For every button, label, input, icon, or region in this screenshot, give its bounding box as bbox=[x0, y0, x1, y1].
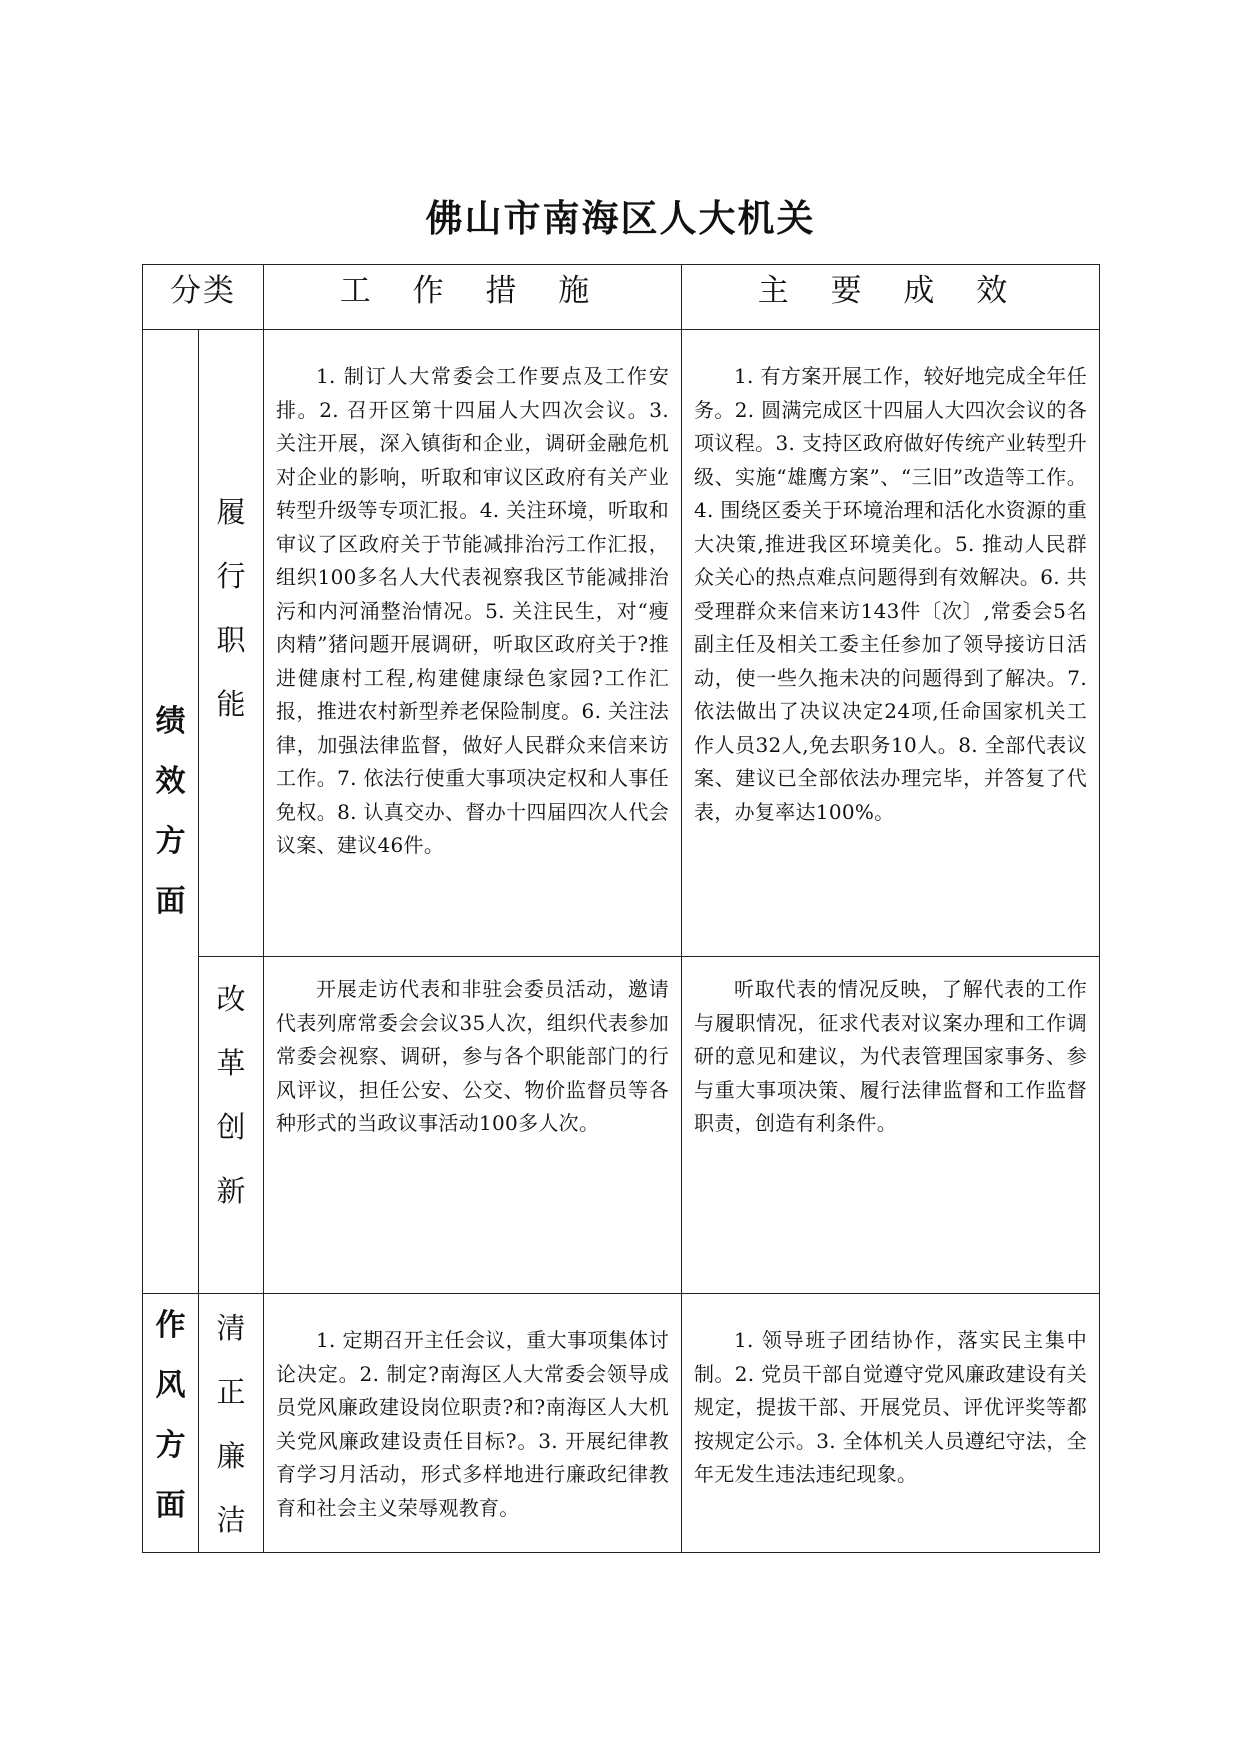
results-reform-cell bbox=[682, 957, 1100, 1294]
subcategory-integrity-char-2: 正 bbox=[216, 1375, 246, 1409]
header-category: 分类 bbox=[143, 265, 264, 330]
results-reform-text: 听取代表的情况反映，了解代表的工作与履职情况，征求代表对议案办理和工作调研的意见和建议，为代表管理国家事务、参与重大事项决策、履行法律监督和工作监督职责，创造有利条件。 bbox=[694, 977, 1087, 1135]
subcategory-duties-char-3: 职 bbox=[216, 623, 246, 657]
table-header-row bbox=[143, 265, 1100, 330]
measures-duties-cell bbox=[264, 330, 682, 957]
category-performance-char-4: 面 bbox=[155, 883, 186, 919]
subcategory-reform-char-1: 改 bbox=[216, 982, 246, 1016]
measures-integrity-cell bbox=[264, 1294, 682, 1553]
measures-reform-cell bbox=[264, 957, 682, 1294]
subcategory-duties bbox=[199, 330, 264, 957]
results-duties-text: 1. 有方案开展工作，较好地完成全年任务。2. 圆满完成区十四届人大四次会议的各项议程。3. 支持区政府做好传统产业转型升级、实施“雄鹰方案”、“三旧”改造等工作。4. 围绕区委关于环境治理和活化水资源的重大决策,推进我区环境美化。5. 推动人民群众关心的热点难点问题得到有效解决。6. 共受理群众来信来访143件〔次〕,常委会5名副主任及相关工委主任参加了领导接访日活动，使一些久拖未决的问题得到了解决。7. 依法做出了决议决定24项,任命国家机关工作人员32人,免去职务10人。8. 全部代表议案、建议已全部依法办理完毕，并答复了代表，办复率达100%。 bbox=[694, 364, 1087, 824]
category-performance-char-3: 方 bbox=[155, 823, 186, 859]
table-row-performance-reform bbox=[143, 957, 1100, 1294]
work-summary-table bbox=[142, 264, 1100, 1553]
header-results: 主 要 成 效 bbox=[682, 265, 1100, 330]
category-conduct-char-4: 面 bbox=[155, 1488, 186, 1523]
subcategory-duties-char-1: 履 bbox=[216, 495, 246, 529]
subcategory-integrity-char-4: 洁 bbox=[216, 1503, 246, 1537]
category-performance-char-2: 效 bbox=[155, 763, 186, 799]
measures-integrity-text: 1. 定期召开主任会议，重大事项集体讨论决定。2. 制定?南海区人大常委会领导成员党风廉政建设岗位职责?和?南海区人大机关党风廉政建设责任目标?。3. 开展纪律教育学习月活动，形式多样地进行廉政纪律教育和社会主义荣辱观教育。 bbox=[276, 1328, 669, 1520]
table-row-performance-duties bbox=[143, 330, 1100, 957]
subcategory-reform bbox=[199, 957, 264, 1294]
document-title: 佛山市南海区人大机关 bbox=[425, 197, 816, 240]
category-conduct bbox=[143, 1294, 199, 1553]
subcategory-duties-char-2: 行 bbox=[216, 559, 246, 593]
category-performance-char-1: 绩 bbox=[155, 703, 186, 739]
measures-duties-text: 1. 制订人大常委会工作要点及工作安排。2. 召开区第十四届人大四次会议。3. 关注开展，深入镇街和企业，调研金融危机对企业的影响，听取和审议区政府有关产业转型升级等专项汇报。4. 关注环境，听取和审议了区政府关于节能减排治污工作汇报，组织100多名人大代表视察我区节能减排治污和内河涌整治情况。5. 关注民生，对“瘦肉精”猪问题开展调研，听取区政府关于?推进健康村工程,构建健康绿色家园?工作汇报，推进农村新型养老保险制度。6. 关注法律，加强法律监督，做好人民群众来信来访工作。7. 依法行使重大事项决定权和人事任免权。8. 认真交办、督办十四届四次人代会议案、建议46件。 bbox=[276, 364, 669, 857]
subcategory-reform-char-2: 革 bbox=[216, 1046, 246, 1080]
subcategory-integrity bbox=[199, 1294, 264, 1553]
subcategory-reform-char-4: 新 bbox=[216, 1174, 246, 1208]
subcategory-duties-char-4: 能 bbox=[216, 687, 246, 721]
table-row-conduct-integrity bbox=[143, 1294, 1100, 1553]
category-conduct-char-1: 作 bbox=[155, 1308, 186, 1343]
results-duties-cell bbox=[682, 330, 1100, 957]
header-measures: 工 作 措 施 bbox=[264, 265, 682, 330]
results-integrity-cell bbox=[682, 1294, 1100, 1553]
category-conduct-char-2: 风 bbox=[155, 1368, 186, 1403]
measures-reform-text: 开展走访代表和非驻会委员活动，邀请代表列席常委会会议35人次，组织代表参加常委会视察、调研，参与各个职能部门的行风评议，担任公安、公交、物价监督员等各种形式的当政议事活动100多人次。 bbox=[276, 977, 669, 1135]
subcategory-integrity-char-1: 清 bbox=[216, 1311, 246, 1345]
category-performance bbox=[143, 330, 199, 1294]
subcategory-integrity-char-3: 廉 bbox=[216, 1439, 246, 1473]
category-conduct-char-3: 方 bbox=[155, 1428, 186, 1463]
results-integrity-text: 1. 领导班子团结协作，落实民主集中制。2. 党员干部自觉遵守党风廉政建设有关规定，提拔干部、开展党员、评优评奖等都按规定公示。3. 全体机关人员遵纪守法，全年无发生违法违纪现象。 bbox=[694, 1328, 1087, 1486]
subcategory-reform-char-3: 创 bbox=[216, 1110, 246, 1144]
